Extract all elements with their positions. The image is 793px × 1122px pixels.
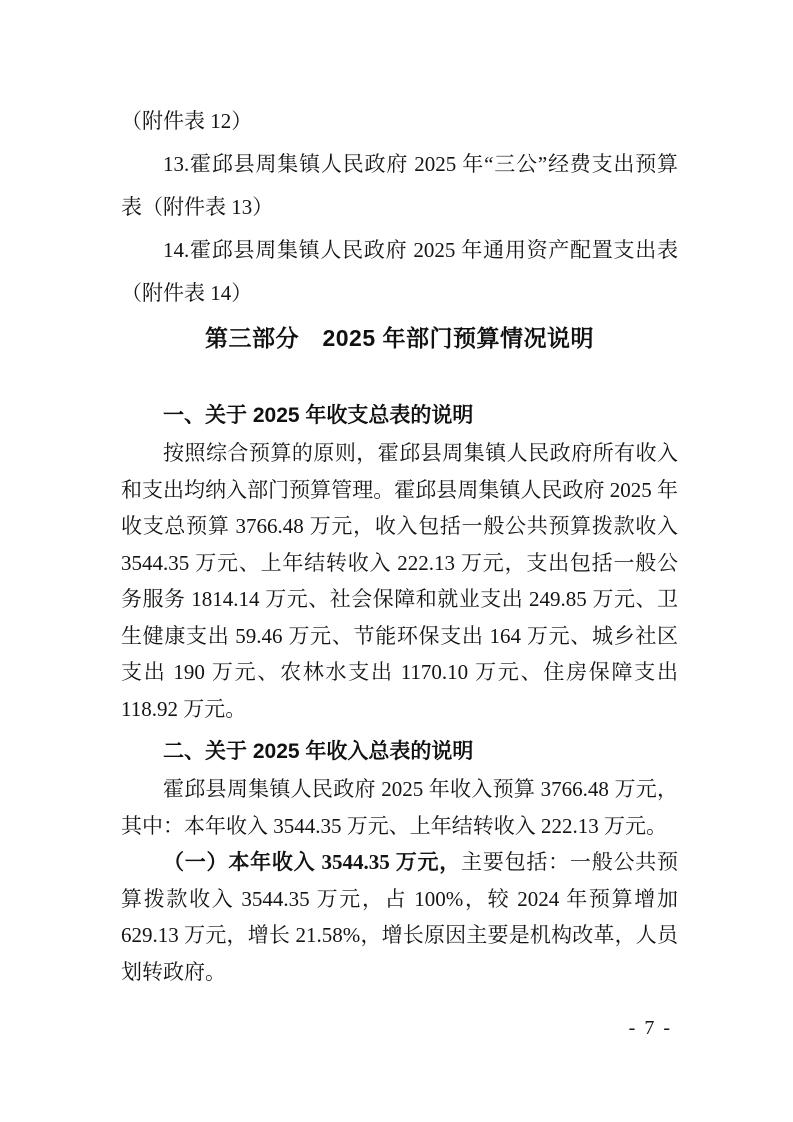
subsection-1-lead: （一）本年收入 3544.35 万元，: [163, 850, 462, 874]
page-content: [121, 100, 678, 990]
subsection-1-paragraph: [121, 844, 678, 990]
attachment-item-14: 14.霍邱县周集镇人民政府 2025 年通用资产配置支出表（附件表 14）: [121, 238, 678, 305]
attachment-note-12: （附件表 12）: [121, 109, 253, 133]
section-2-paragraph: 霍邱县周集镇人民政府 2025 年收入预算 3766.48 万元，其中：本年收入 3544.35 万元、上年结转收入 222.13 万元。: [121, 777, 678, 838]
part3-title: 第三部分 2025 年部门预算情况说明: [204, 325, 595, 351]
page-number: - 7 -: [628, 1017, 672, 1039]
section-1-paragraph: 按照综合预算的原则，霍邱县周集镇人民政府所有收入和支出均纳入部门预算管理。霍邱县周集镇人民政府 2025 年收支总预算 3766.48 万元，收入包括一般公共预算拨款收入 3544.35 万元、上年结转收入 222.13 万元，支出包括一般公务服务 1814.14 万元、社会保障和就业支出 249.85 万元、卫生健康支出 59.46 万元、节能环保支出 164 万元、城乡社区支出 190 万元、农林水支出 1170.10 万元、住房保障支出 118.92 万元。: [121, 441, 678, 721]
subsection-1-body: 主要包括：一般公共预算拨款收入 3544.35 万元，占 100%，较 2024 年预算增加 629.13 万元，增长 21.58%，增长原因主要是机构改革，人员划转政府。: [121, 850, 679, 984]
section-1-heading: 一、关于 2025 年收支总表的说明: [163, 404, 474, 427]
attachment-item-13: 13.霍邱县周集镇人民政府 2025 年“三公”经费支出预算表（附件表 13）: [121, 152, 678, 219]
section-2-heading: 二、关于 2025 年收入总表的说明: [163, 740, 474, 763]
